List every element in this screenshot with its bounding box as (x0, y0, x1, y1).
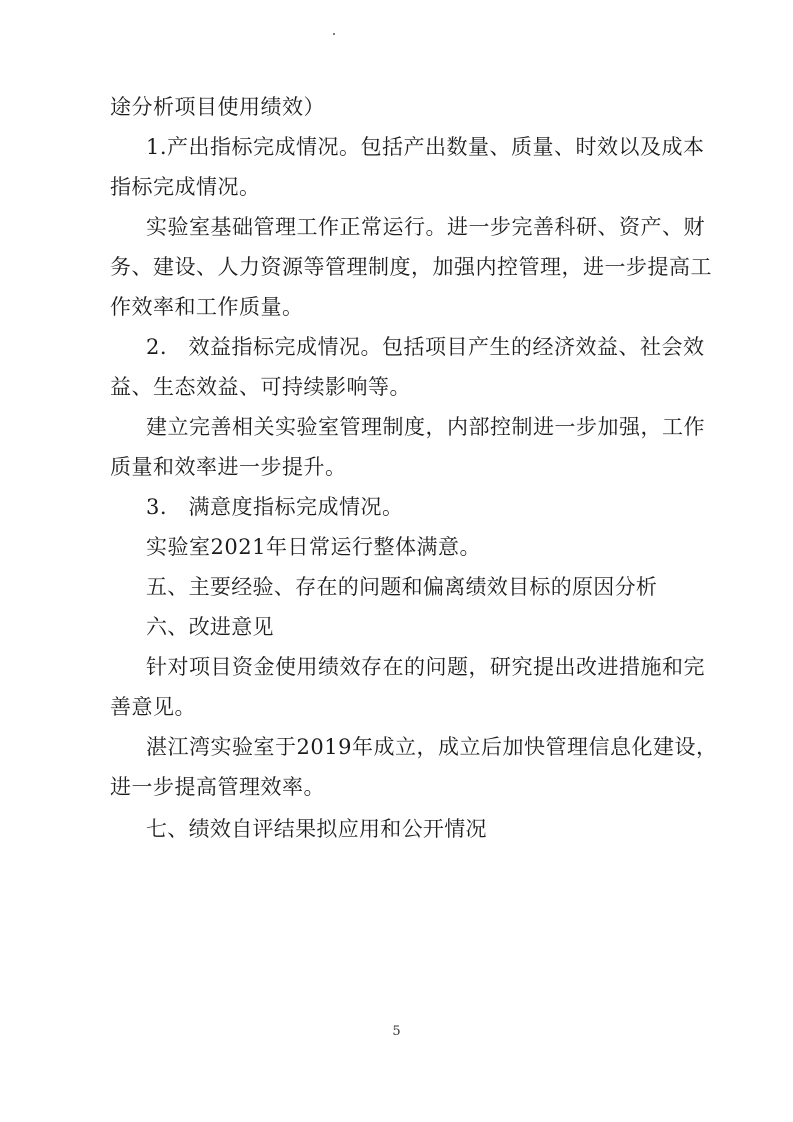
management-paragraph-line-1: 实验室基础管理工作正常运行。进一步完善科研、资产、财 (146, 215, 705, 239)
satisfaction-paragraph-line: 实验室2021年日常运行整体满意。 (146, 535, 481, 559)
lab-paragraph-line-1: 湛江湾实验室于2019年成立，成立后加快管理信息化建设， (146, 735, 718, 759)
satisfaction-indicator-line: 3. 满意度指标完成情况。 (146, 495, 404, 519)
section-six-heading: 六、改进意见 (146, 615, 274, 639)
benefit-paragraph-line-2: 质量和效率进一步提升。 (110, 455, 347, 479)
output-indicator-line-1: 1.产出指标完成情况。包括产出数量、质量、时效以及成本 (146, 135, 705, 159)
output-indicator-line-2: 指标完成情况。 (110, 175, 261, 199)
benefit-indicator-line-1: 2. 效益指标完成情况。包括项目产生的经济效益、社会效 (146, 335, 705, 359)
benefit-indicator-line-2: 益、生态效益、可持续影响等。 (110, 375, 411, 399)
management-paragraph-line-2: 务、建设、人力资源等管理制度，加强内控管理，进一步提高工 (110, 255, 712, 279)
scan-speck (333, 33, 335, 35)
improvement-paragraph-line-2: 善意见。 (110, 695, 196, 719)
benefit-paragraph-line-1: 建立完善相关实验室管理制度，内部控制进一步加强，工作 (146, 415, 705, 439)
paragraph-line-continuation: 途分析项目使用绩效） (110, 95, 325, 119)
lab-paragraph-line-2: 进一步提高管理效率。 (110, 775, 325, 799)
page-number: 5 (392, 1024, 401, 1039)
management-paragraph-line-3: 作效率和工作质量。 (110, 295, 304, 319)
section-five-heading: 五、主要经验、存在的问题和偏离绩效目标的原因分析 (146, 575, 658, 599)
section-seven-heading: 七、绩效自评结果拟应用和公开情况 (146, 817, 487, 841)
improvement-paragraph-line-1: 针对项目资金使用绩效存在的问题，研究提出改进措施和完 (146, 655, 705, 679)
